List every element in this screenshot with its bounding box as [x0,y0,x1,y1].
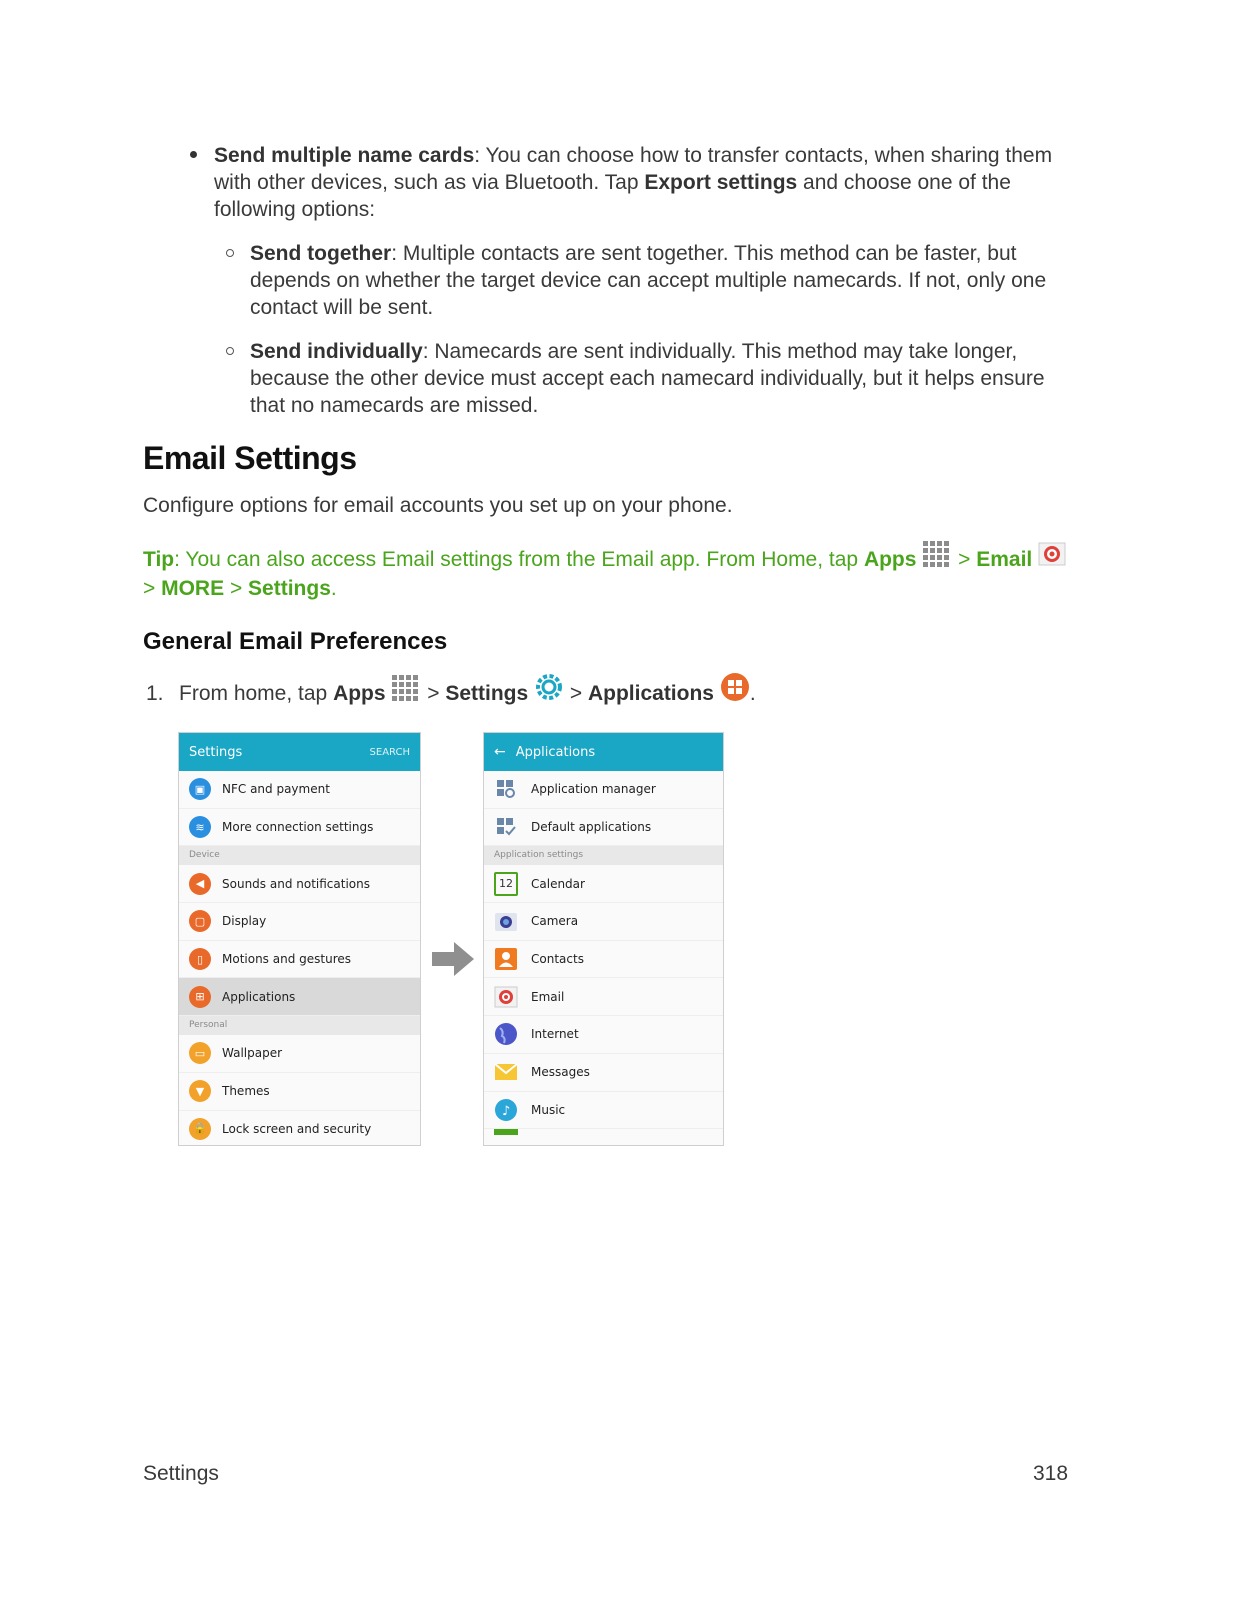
app-item-contacts[interactable]: Contacts [484,941,723,979]
settings-item-lock-screen[interactable]: 🔒 Lock screen and security [179,1111,420,1147]
search-button[interactable]: SEARCH [369,746,410,758]
settings-item-applications[interactable]: ⊞ Applications [179,978,420,1016]
bullet-send-multiple: Send multiple name cards: You can choose how to transfer contacts, when sharing them with other devices, such as via Bluetooth. Tap Export settings and choose one of the following options: [190,142,1070,223]
subbullet-send-individually: Send individually: Namecards are sent individually. This method may take longer, because the other device must accept each namecard individually, but it helps ensure that no namecards are missed. [226,338,1066,419]
calendar-icon: 12 [494,872,518,896]
settings-item-display[interactable]: ▢ Display [179,903,420,941]
camera-icon [494,909,518,933]
settings-item-nfc[interactable]: ▣ NFC and payment [179,771,420,809]
applications-appbar: ← Applications [484,733,723,771]
tip-paragraph: Tip: You can also access Email settings from the Email app. From Home, tap Apps > Email > MORE > Settings. [143,540,1083,602]
subbullet-circle [226,249,234,257]
subbullet-send-together: Send together: Multiple contacts are sent together. This method can be faster, but depends on whether the target device can accept multiple namecards. If not, only one contact will be sent. [226,240,1066,321]
app-item-camera[interactable]: Camera [484,903,723,941]
app-manager-icon [494,777,518,801]
settings-item-themes[interactable]: ▼ Themes [179,1073,420,1111]
messages-icon [494,1060,518,1084]
default-apps-icon [494,815,518,839]
email-app-icon [1038,540,1066,575]
email-app-icon [494,985,518,1009]
app-item-calendar[interactable]: 12 Calendar [484,865,723,903]
contacts-icon [494,947,518,971]
subheading: General Email Preferences [143,628,448,655]
applications-icon: ⊞ [189,986,211,1008]
apps-grid-icon [391,674,421,711]
themes-icon: ▼ [189,1080,211,1102]
right-arrow-icon [430,940,476,983]
intro-text: Configure options for email accounts you set up on your phone. [143,494,733,517]
display-icon: ▢ [189,910,211,932]
settings-appbar: Settings SEARCH [179,733,420,771]
settings-item-wallpaper[interactable]: ▭ Wallpaper [179,1035,420,1073]
settings-gear-icon [534,672,564,711]
lock-icon: 🔒 [189,1118,211,1140]
section-application-settings: Application settings [484,846,723,865]
subbullet-circle [226,347,234,355]
music-icon [494,1098,518,1122]
nfc-icon: ▣ [189,778,211,800]
term: Send multiple name cards [214,144,475,167]
settings-screenshot [178,732,421,1146]
partial-next-icon [494,1129,518,1135]
app-item-messages[interactable]: Messages [484,1054,723,1092]
internet-globe-icon [494,1022,518,1046]
section-personal: Personal [179,1016,420,1035]
motion-icon: ▯ [189,948,211,970]
svg-text:♪: ♪ [502,1103,511,1119]
section-title: Email Settings [143,440,357,476]
applications-icon [720,672,750,711]
section-device: Device [179,846,420,865]
app-item-application-manager[interactable]: Application manager [484,771,723,809]
wallpaper-icon: ▭ [189,1042,211,1064]
back-arrow-icon[interactable]: ← [494,744,506,760]
applications-screenshot [483,732,724,1146]
app-item-default-applications[interactable]: Default applications [484,809,723,847]
app-item-email[interactable]: Email [484,978,723,1016]
apps-grid-icon [922,540,952,575]
settings-item-more-connection[interactable]: ≋ More connection settings [179,809,420,847]
speaker-icon: ◀ [189,873,211,895]
app-item-music[interactable]: ♪ Music [484,1092,723,1130]
settings-item-sounds[interactable]: ◀ Sounds and notifications [179,865,420,903]
settings-item-motions[interactable]: ▯ Motions and gestures [179,941,420,979]
step-1: 1. From home, tap Apps > Settings > Applications . [146,672,756,711]
connection-icon: ≋ [189,816,211,838]
footer-section: Settings [143,1462,219,1485]
bullet-dot [190,151,197,158]
page-number: 318 [1033,1462,1069,1485]
app-item-internet[interactable]: Internet [484,1016,723,1054]
